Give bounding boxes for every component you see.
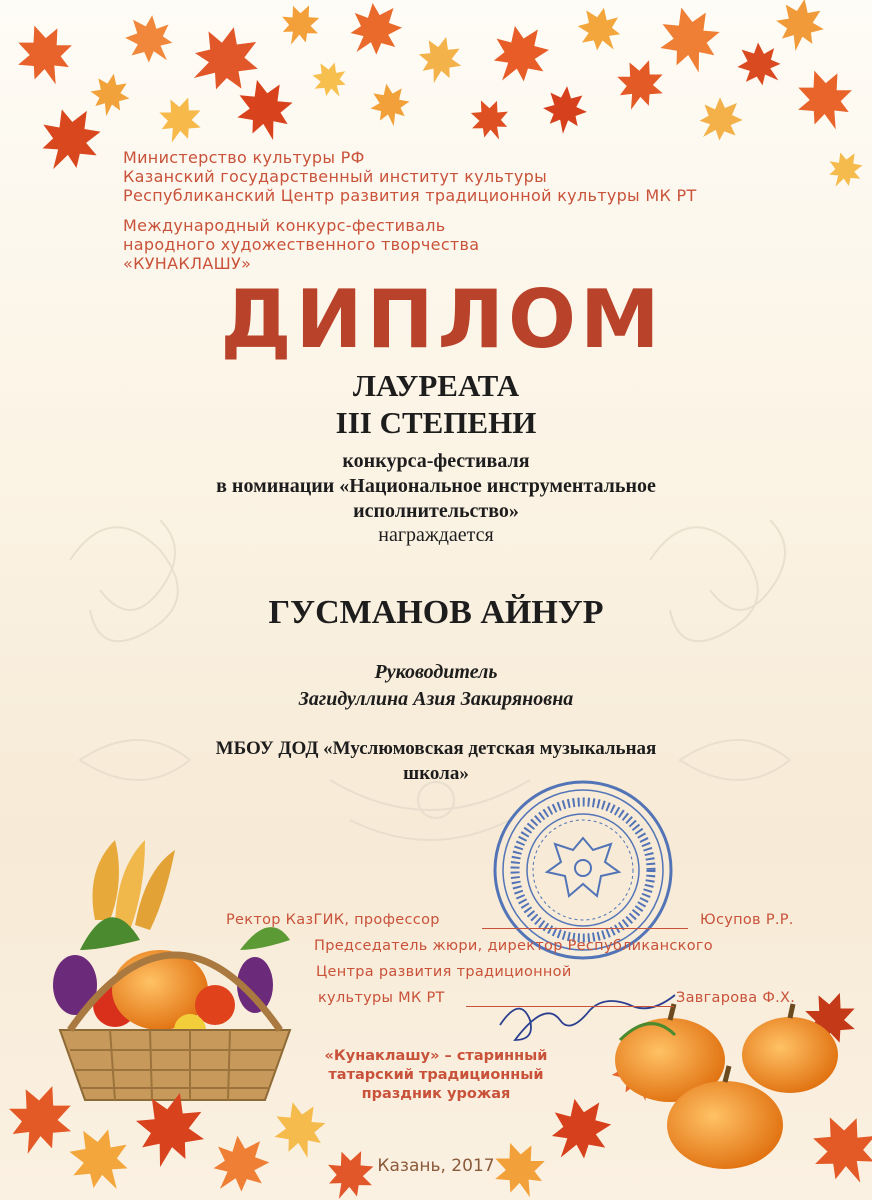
jury-chair-title: Центра развития традиционной xyxy=(316,964,572,980)
organizer-line: Министерство культуры РФ xyxy=(123,148,365,167)
official-stamp xyxy=(495,782,671,958)
festival-name: «КУНАКЛАШУ» xyxy=(123,254,252,273)
footer-line: татарский традиционный xyxy=(328,1067,544,1083)
organizers-block xyxy=(123,148,823,205)
supervisor-name: Загидуллина Азия Закиряновна xyxy=(298,688,574,710)
footer-line: «Кунаклашу» – старинный xyxy=(324,1048,548,1064)
diploma-title: ДИПЛОМ xyxy=(220,273,664,366)
supervisor-label: Руководитель xyxy=(374,661,498,683)
rector-label: Ректор КазГИК, профессор xyxy=(226,912,440,928)
recipient-name: ГУСМАНОВ АЙНУР xyxy=(268,594,604,631)
jury-chair-title: культуры МК РТ xyxy=(318,990,445,1006)
jury-chair-name: Завгарова Ф.Х. xyxy=(676,990,796,1006)
organizer-line: Республиканский Центр развития традиционной культуры МК РТ xyxy=(123,186,697,205)
nomination-line: в номинации «Национальное инструментальное xyxy=(216,475,656,497)
festival-block xyxy=(123,216,823,273)
jury-chair-signature-line xyxy=(466,1006,674,1007)
rector-name: Юсупов Р.Р. xyxy=(700,912,794,928)
nomination-line: исполнительство» xyxy=(353,500,519,522)
school-line: МБОУ ДОД «Муслюмовская детская музыкальная xyxy=(215,738,657,759)
rector-signature-line xyxy=(482,928,688,929)
jury-chair-title: Председатель жюри, директор Республиканского xyxy=(314,938,713,954)
festival-line: Международный конкурс-фестиваль xyxy=(123,216,446,235)
footer-block xyxy=(0,1047,872,1104)
school-line: школа» xyxy=(403,763,469,784)
degree-line1: ЛАУРЕАТА xyxy=(352,368,520,403)
organizer-line: Казанский государственный институт культуры xyxy=(123,167,548,186)
festival-line: народного художественного творчества xyxy=(123,235,480,254)
awarded-label: награждается xyxy=(378,524,494,546)
degree-line2: III СТЕПЕНИ xyxy=(335,405,537,440)
city-year: Казань, 2017 xyxy=(377,1156,495,1176)
contest-line: конкурса-фестиваля xyxy=(342,450,530,472)
footer-line: праздник урожая xyxy=(361,1086,511,1102)
